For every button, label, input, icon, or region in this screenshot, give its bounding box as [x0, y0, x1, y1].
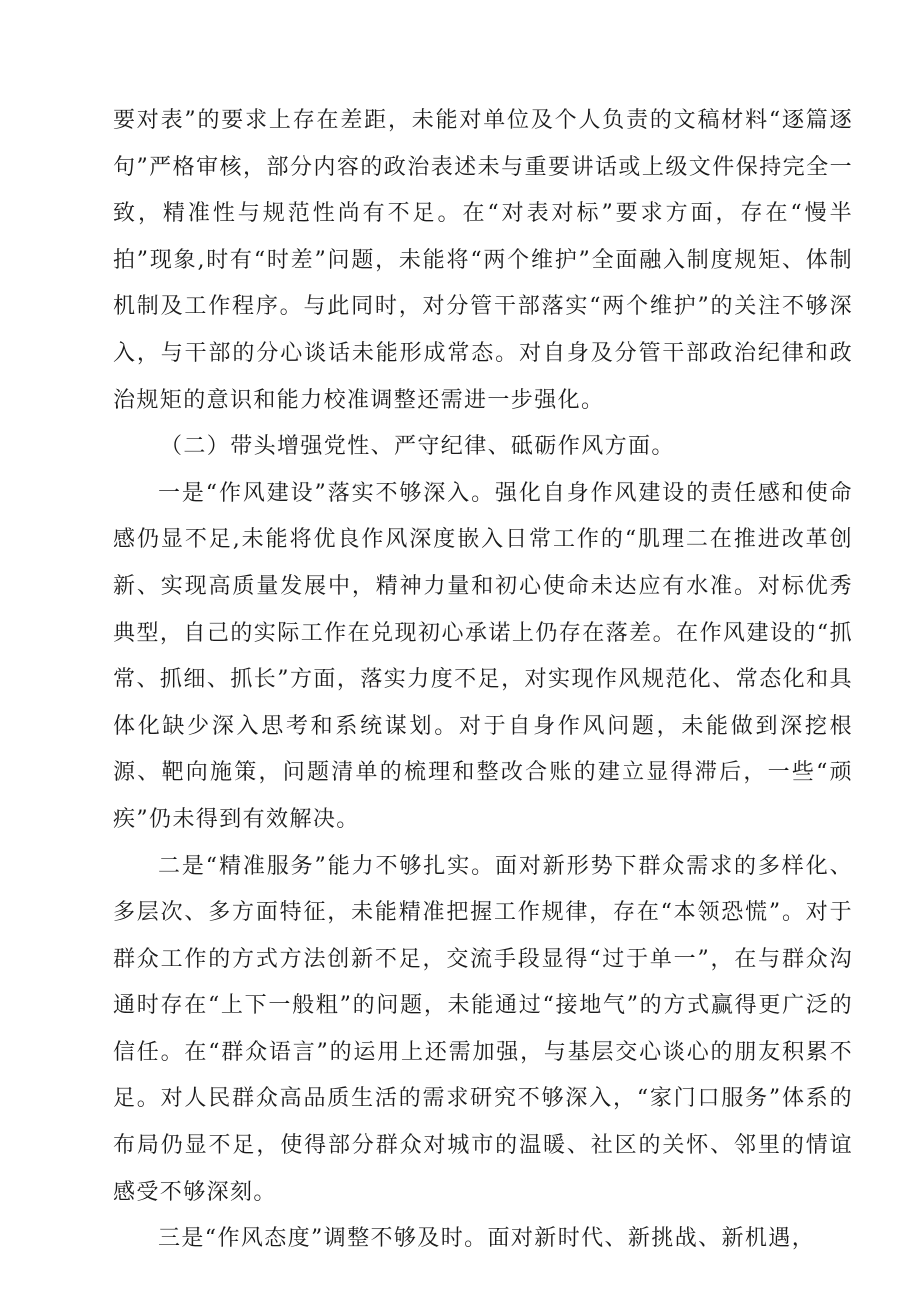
section-heading: （二）带头增强党性、严守纪律、砥砺作风方面。 [160, 434, 675, 460]
paragraph-continuation: 要对表”的要求上存在差距，未能对单位及个人负责的文稿材料“逐篇逐句”严格审核，部分内容的政治表述未与重要讲话或上级文件保持完全一致，精准性与规范性尚有不足。在“对表对标”要求方面，存在“慢半拍”现象,时有“时差”问题，未能将“两个维护”全面融入制度规矩、体制机制及工作程序。与此同时，对分管干部落实“两个维护”的关注不够深入，与干部的分心谈话未能形成常态。对自身及分管干部政治纪律和政治规矩的意识和能力校准调整还需进一步强化。 [113, 108, 853, 413]
document-body [113, 98, 853, 1263]
paragraph-precise-service: 二是“精准服务”能力不够扎实。面对新形势下群众需求的多样化、多层次、多方面特征，未能精准把握工作规律，存在“本领恐慌”。对于群众工作的方式方法创新不足，交流手段显得“过于单一”，在与群众沟通时存在“上下一般粗”的问题，未能通过“接地气”的方式赢得更广泛的信任。在“群众语言”的运用上还需加强，与基层交心谈心的朋友积累不足。对人民群众高品质生活的需求研究不够深入，“家门口服务”体系的布局仍显不足，使得部分群众对城市的温暖、社区的关怀、邻里的情谊感受不够深刻。 [113, 853, 853, 1205]
paragraph-attitude: 三是“作风态度”调整不够及时。面对新时代、新挑战、新机遇， [158, 1226, 816, 1252]
paragraph-work-style: 一是“作风建设”落实不够深入。强化自身作风建设的责任感和使命感仍显不足,未能将优良作风深度嵌入日常工作的“肌理二在推进改革创新、实现高质量发展中，精神力量和初心使命未达应有水准。对标优秀典型，自己的实际工作在兑现初心承诺上仍存在落差。在作风建设的“抓常、抓细、抓长”方面，落实力度不足，对实现作风规范化、常态化和具体化缺少深入思考和系统谋划。对于自身作风问题，未能做到深挖根源、靶向施策，问题清单的梳理和整改合账的建立显得滞后，一些“顽疾”仍未得到有效解决。 [113, 480, 853, 832]
